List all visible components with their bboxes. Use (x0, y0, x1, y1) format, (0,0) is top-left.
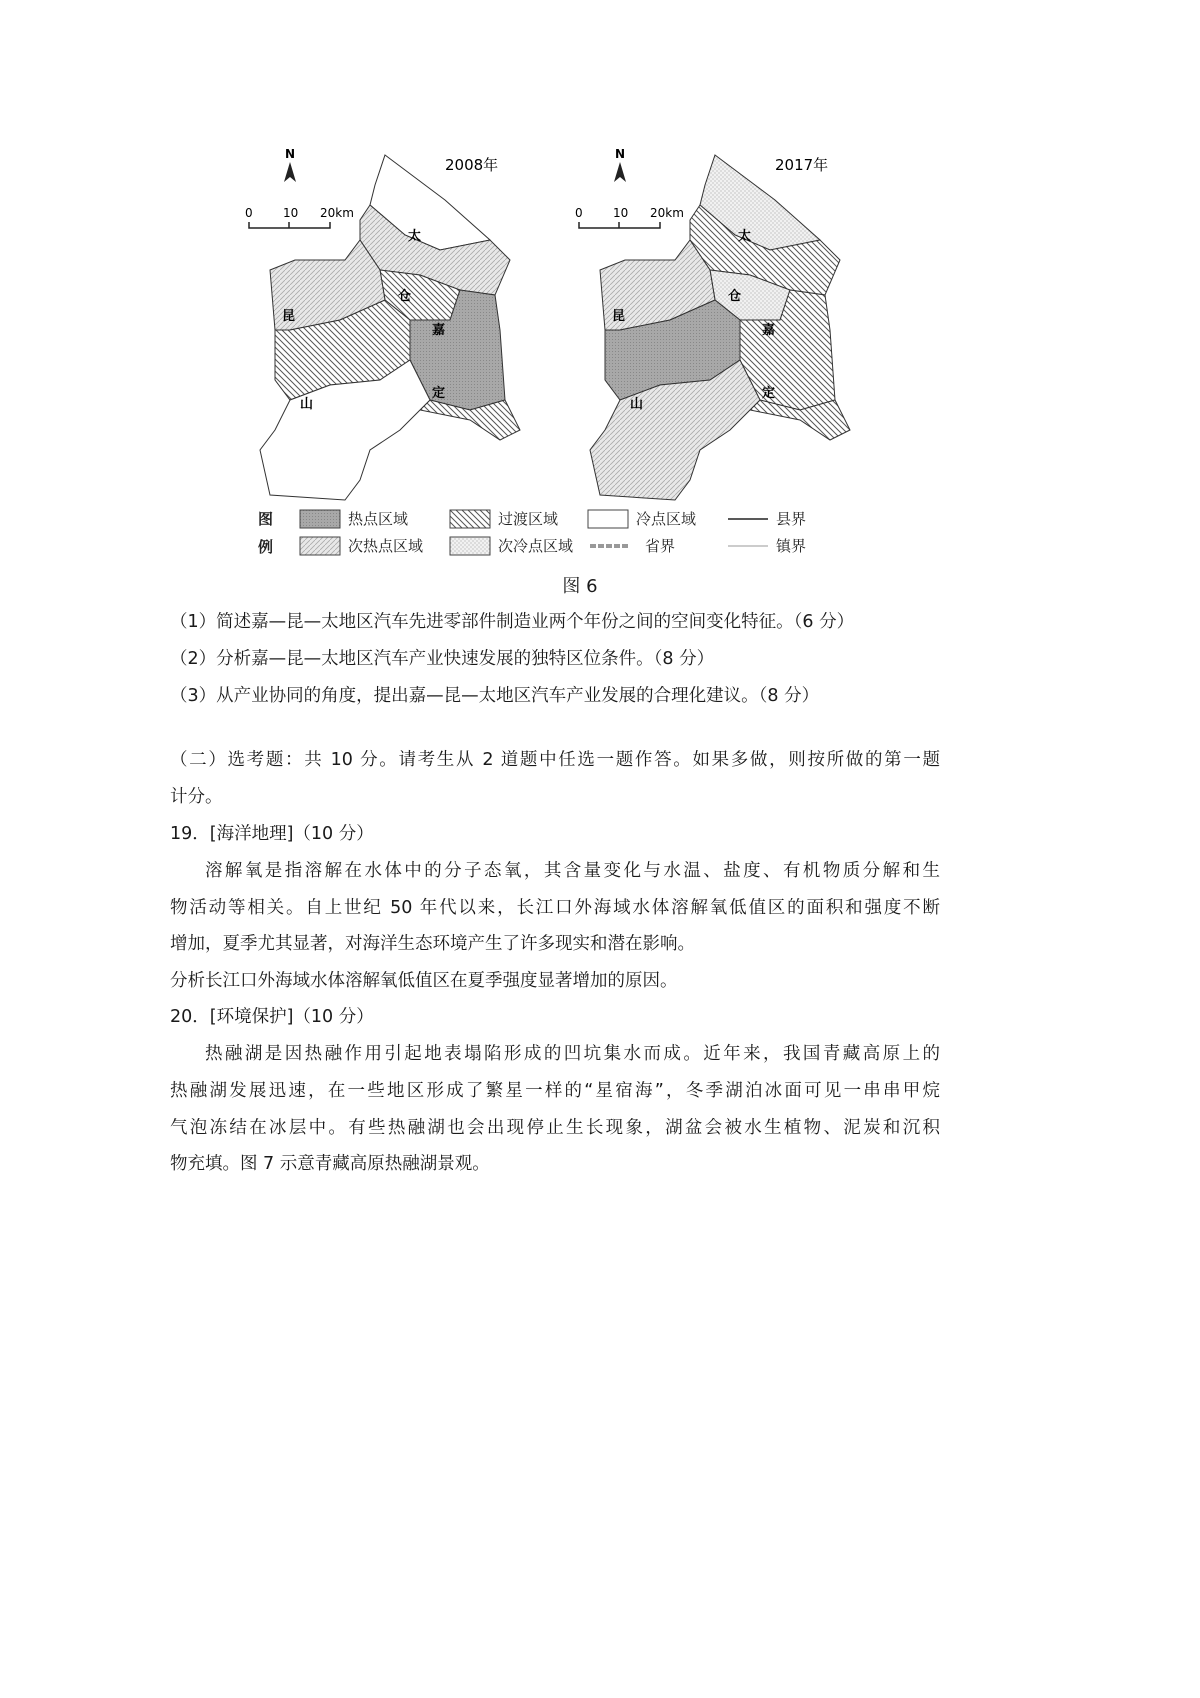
place-label-kun: 昆 (612, 309, 626, 324)
q20-text: 气泡冻结在冰层中。有些热融湖也会出现停止生长现象，湖盆会被水生植物、泥炭和沉积 (170, 1118, 940, 1138)
north-label: N (285, 147, 296, 161)
scale-label: 10 (613, 206, 629, 220)
place-label-kun: 昆 (282, 309, 296, 324)
legend-title-2: 例 (258, 538, 274, 556)
q19-text: 溶解氧是指溶解在水体中的分子态氧，其含量变化与水温、盐度、有机物质分解和生 (205, 861, 940, 881)
legend (258, 510, 806, 556)
section-2-intro: （二）选考题：共 10 分。请考生从 2 道题中任选一题作答。如果多做，则按所做的第一题 (170, 750, 940, 770)
legend-hot: 热点区域 (348, 510, 409, 528)
question-1: （1）简述嘉—昆—太地区汽车先进零部件制造业两个年份之间的空间变化特征。（6 分） (170, 612, 855, 632)
legend-cold: 冷点区域 (636, 510, 697, 528)
legend-town: 镇界 (776, 537, 807, 555)
scale-bar (249, 222, 330, 228)
place-label-shan: 山 (630, 397, 644, 412)
place-label-ding: 定 (432, 386, 446, 401)
scale-label: 0 (575, 206, 583, 220)
legend-swatch-subcold (450, 537, 490, 555)
legend-subhot: 次热点区域 (348, 537, 424, 555)
map-year: 2017年 (775, 156, 829, 174)
map-year: 2008年 (445, 156, 499, 174)
question-2: （2）分析嘉—昆—太地区汽车产业快速发展的独特区位条件。（8 分） (170, 649, 715, 669)
scale-label: 0 (245, 206, 253, 220)
q19-text: 物活动等相关。自上世纪 50 年代以来，长江口外海域水体溶解氧低值区的面积和强度不断 (170, 898, 940, 918)
map-1 (575, 147, 850, 500)
place-label-jia: 嘉 (432, 323, 446, 338)
map-0 (245, 147, 520, 500)
legend-subcold: 次冷点区域 (498, 537, 574, 555)
scale-label: 10 (283, 206, 299, 220)
scale-label: 20km (320, 206, 354, 220)
figure-6 (0, 0, 1200, 600)
legend-title-1: 图 (258, 510, 274, 528)
legend-county: 县界 (776, 510, 807, 528)
legend-swatch-subhot (300, 537, 340, 555)
legend-swatch-hot (300, 510, 340, 528)
legend-swatch-cold (588, 510, 628, 528)
place-label-cang: 仓 (398, 289, 412, 304)
q20-title: 20．[环境保护]（10 分） (170, 1007, 374, 1027)
q19-question: 分析长江口外海域水体溶解氧低值区在夏季强度显著增加的原因。 (170, 971, 678, 991)
north-arrow-icon (614, 162, 626, 182)
section-2-intro-cont: 计分。 (170, 787, 223, 807)
place-label-tai: 太 (738, 229, 752, 244)
place-label-ding: 定 (762, 386, 776, 401)
north-arrow-icon (284, 162, 296, 182)
legend-province: 省界 (645, 537, 676, 555)
place-label-cang: 仓 (728, 289, 742, 304)
place-label-shan: 山 (300, 397, 314, 412)
q20-text: 热融湖是因热融作用引起地表塌陷形成的凹坑集水而成。近年来，我国青藏高原上的 (205, 1044, 940, 1064)
q19-title: 19．[海洋地理]（10 分） (170, 824, 374, 844)
legend-transition: 过渡区域 (498, 510, 559, 528)
scale-label: 20km (650, 206, 684, 220)
place-label-tai: 太 (408, 229, 422, 244)
legend-swatch-transition (450, 510, 490, 528)
q20-text: 热融湖发展迅速，在一些地区形成了繁星一样的“星宿海”，冬季湖泊冰面可见一串串甲烷 (170, 1081, 940, 1101)
figure-caption: 图 6 (562, 576, 598, 597)
q20-text: 物充填。图 7 示意青藏高原热融湖景观。 (170, 1154, 490, 1174)
place-label-jia: 嘉 (762, 323, 776, 338)
question-3: （3）从产业协同的角度，提出嘉—昆—太地区汽车产业发展的合理化建议。（8 分） (170, 686, 820, 706)
north-label: N (615, 147, 626, 161)
scale-bar (579, 222, 660, 228)
q19-text: 增加，夏季尤其显著，对海洋生态环境产生了许多现实和潜在影响。 (170, 934, 695, 954)
